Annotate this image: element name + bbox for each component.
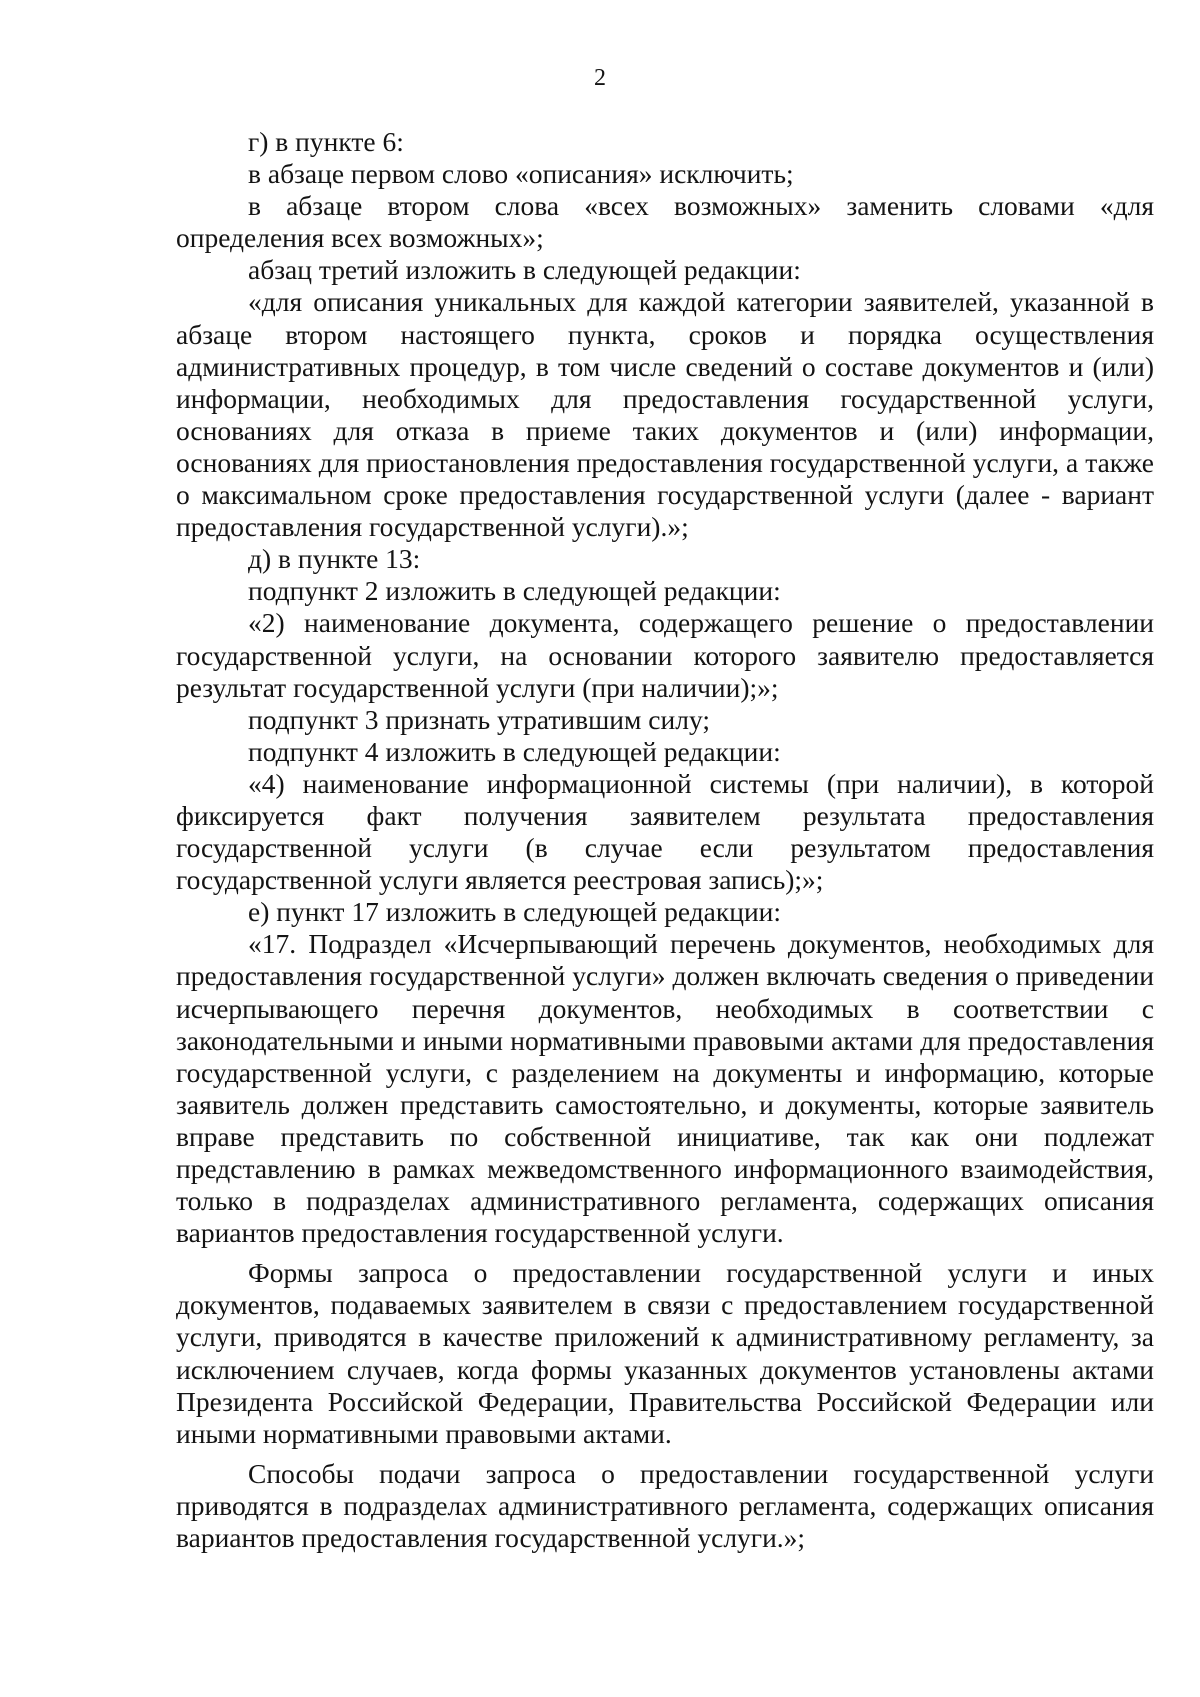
page-number: 2 xyxy=(594,65,606,91)
paragraph-quoted-text: «для описания уникальных для каждой категории заявителей, указанной в абзаце втором настоящего пункта, сроков и порядка осуществления административных процедур, в том числе сведений о составе документов и (или) информации, необходимых для предоставления государственной услуги, основаниях для отказа в приеме таких документов и (или) информации, основаниях для приостановления предоставления государственной услуги, а также о максимальном сроке предоставления государственной услуги (далее - вариант предоставления государственной услуги).»; xyxy=(176,286,1154,543)
paragraph-third-abzac: абзац третий изложить в следующей редакции: xyxy=(248,254,801,286)
paragraph-item-e: е) пункт 17 изложить в следующей редакции: xyxy=(248,896,782,928)
paragraph-submission-methods: Способы подачи запроса о предоставлении государственной услуги приводятся в подразделах административного регламента, содержащих описания вариантов предоставления государственной услуги.»; xyxy=(176,1457,1154,1554)
paragraph-subitem-4: подпункт 4 изложить в следующей редакции: xyxy=(248,735,781,767)
paragraph-subitem-4-text: «4) наименование информационной системы (при наличии), в которой фиксируется факт получения заявителем результата предоставления государственной услуги (в случае если результатом предоставления государственной услуги является реестровая запись);»; xyxy=(176,767,1154,896)
paragraph-item-d: д) в пункте 13: xyxy=(248,543,421,575)
paragraph-subitem-2: подпункт 2 изложить в следующей редакции: xyxy=(248,575,781,607)
paragraph-first-abzac: в абзаце первом слово «описания» исключить; xyxy=(248,158,794,190)
document-body xyxy=(176,126,1154,1554)
paragraph-second-abzac: в абзаце втором слова «всех возможных» заменить словами «для определения всех возможных»; xyxy=(176,190,1154,254)
paragraph-point-17: «17. Подраздел «Исчерпывающий перечень документов, необходимых для предоставления государственной услуги» должен включать сведения о приведении исчерпывающего перечня документов, необходимых в соответствии с законодательными и иными нормативными правовыми актами для предоставления государственной услуги, с разделением на документы и информацию, которые заявитель должен представить самостоятельно, и документы, которые заявитель вправе представить по собственной инициативе, так как они подлежат представлению в рамках межведомственного информационного взаимодействия, только в подразделах административного регламента, содержащих описания вариантов предоставления государственной услуги. xyxy=(176,928,1154,1249)
paragraph-subitem-3: подпункт 3 признать утратившим силу; xyxy=(248,703,710,735)
paragraph-forms: Формы запроса о предоставлении государственной услуги и иных документов, подаваемых заявителем в связи с предоставлением государственной услуги, приводятся в качестве приложений к административному регламенту, за исключением случаев, когда формы указанных документов установлены актами Президента Российской Федерации, Правительства Российской Федерации или иными нормативными правовыми актами. xyxy=(176,1257,1154,1449)
paragraph-subitem-2-text: «2) наименование документа, содержащего решение о предоставлении государственной услуги, на основании которого заявителю предоставляется результат государственной услуги (при наличии);»; xyxy=(176,607,1154,703)
paragraph-item-g: г) в пункте 6: xyxy=(248,126,404,157)
